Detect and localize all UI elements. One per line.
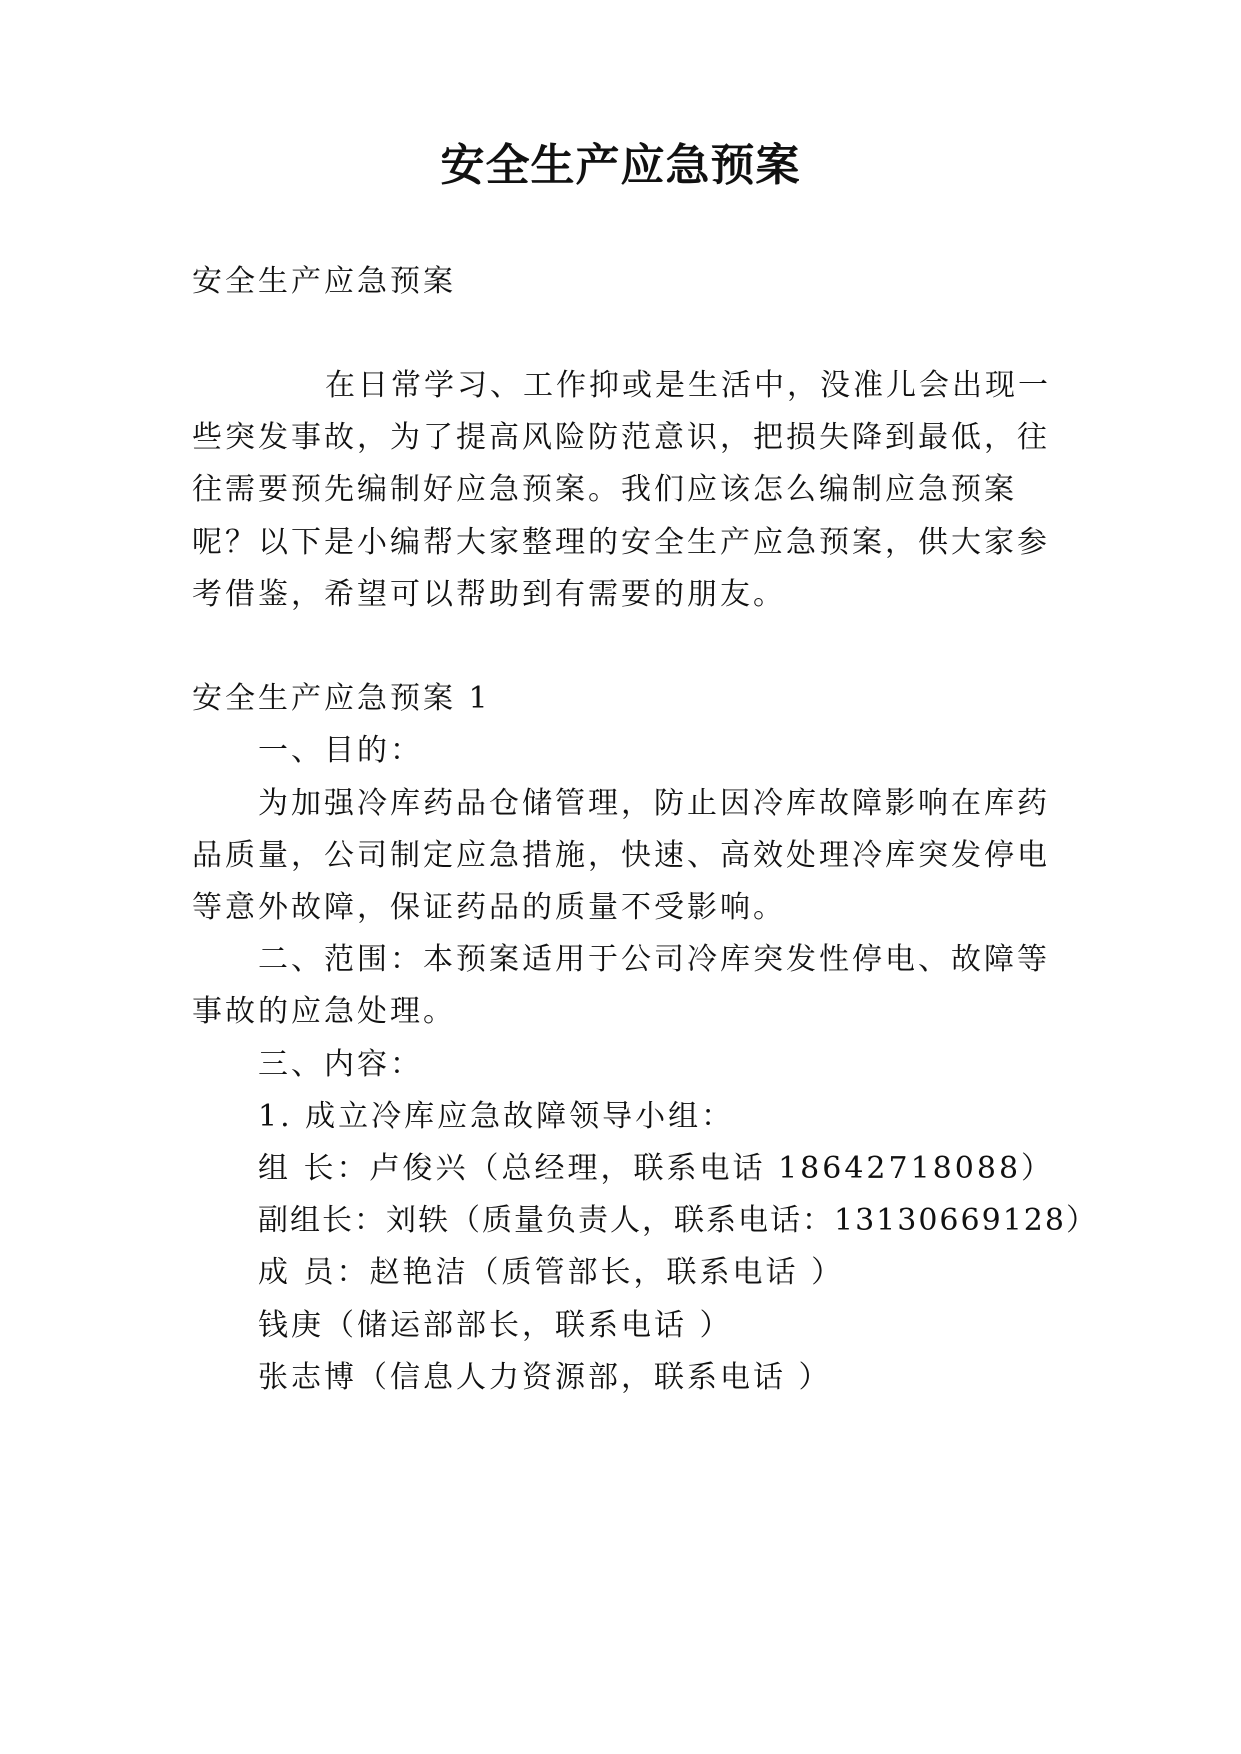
intro-line-2: 些突发事故，为了提高风险防范意识，把损失降到最低，往 [192, 420, 1050, 455]
content-line-1: 1. 成立冷库应急故障领导小组： [258, 1099, 735, 1134]
section1-heading: 安全生产应急预案 1 [192, 681, 491, 716]
document-subtitle: 安全生产应急预案 [192, 264, 456, 299]
content-line-5: 钱庚（储运部部长，联系电话 ） [258, 1308, 733, 1343]
intro-line-1: 在日常学习、工作抑或是生活中，没准儿会出现一 [325, 368, 1051, 403]
content-line-4: 成 员：赵艳洁（质管部长，联系电话 ） [258, 1255, 845, 1290]
intro-line-4: 呢？以下是小编帮大家整理的安全生产应急预案，供大家参 [192, 525, 1050, 560]
content-line-3: 副组长：刘轶（质量负责人，联系电话：13130669128） [258, 1203, 1098, 1238]
purpose-line-1: 为加强冷库药品仓储管理，防止因冷库故障影响在库药 [258, 786, 1050, 821]
document-title: 安全生产应急预案 [440, 140, 801, 191]
scope-line-1: 二、范围：本预案适用于公司冷库突发性停电、故障等 [258, 942, 1050, 977]
scope-line-2: 事故的应急处理。 [192, 994, 456, 1029]
content-line-2: 组 长：卢俊兴（总经理，联系电话 18642718088） [258, 1151, 1055, 1186]
purpose-heading: 一、目的： [258, 733, 423, 768]
content-heading: 三、内容： [258, 1047, 423, 1082]
purpose-line-2: 品质量，公司制定应急措施，快速、高效处理冷库突发停电 [192, 838, 1050, 873]
purpose-line-3: 等意外故障，保证药品的质量不受影响。 [192, 890, 786, 925]
intro-line-5: 考借鉴，希望可以帮助到有需要的朋友。 [192, 577, 786, 612]
content-line-6: 张志博（信息人力资源部，联系电话 ） [258, 1360, 832, 1395]
intro-line-3: 往需要预先编制好应急预案。我们应该怎么编制应急预案 [192, 472, 1017, 507]
